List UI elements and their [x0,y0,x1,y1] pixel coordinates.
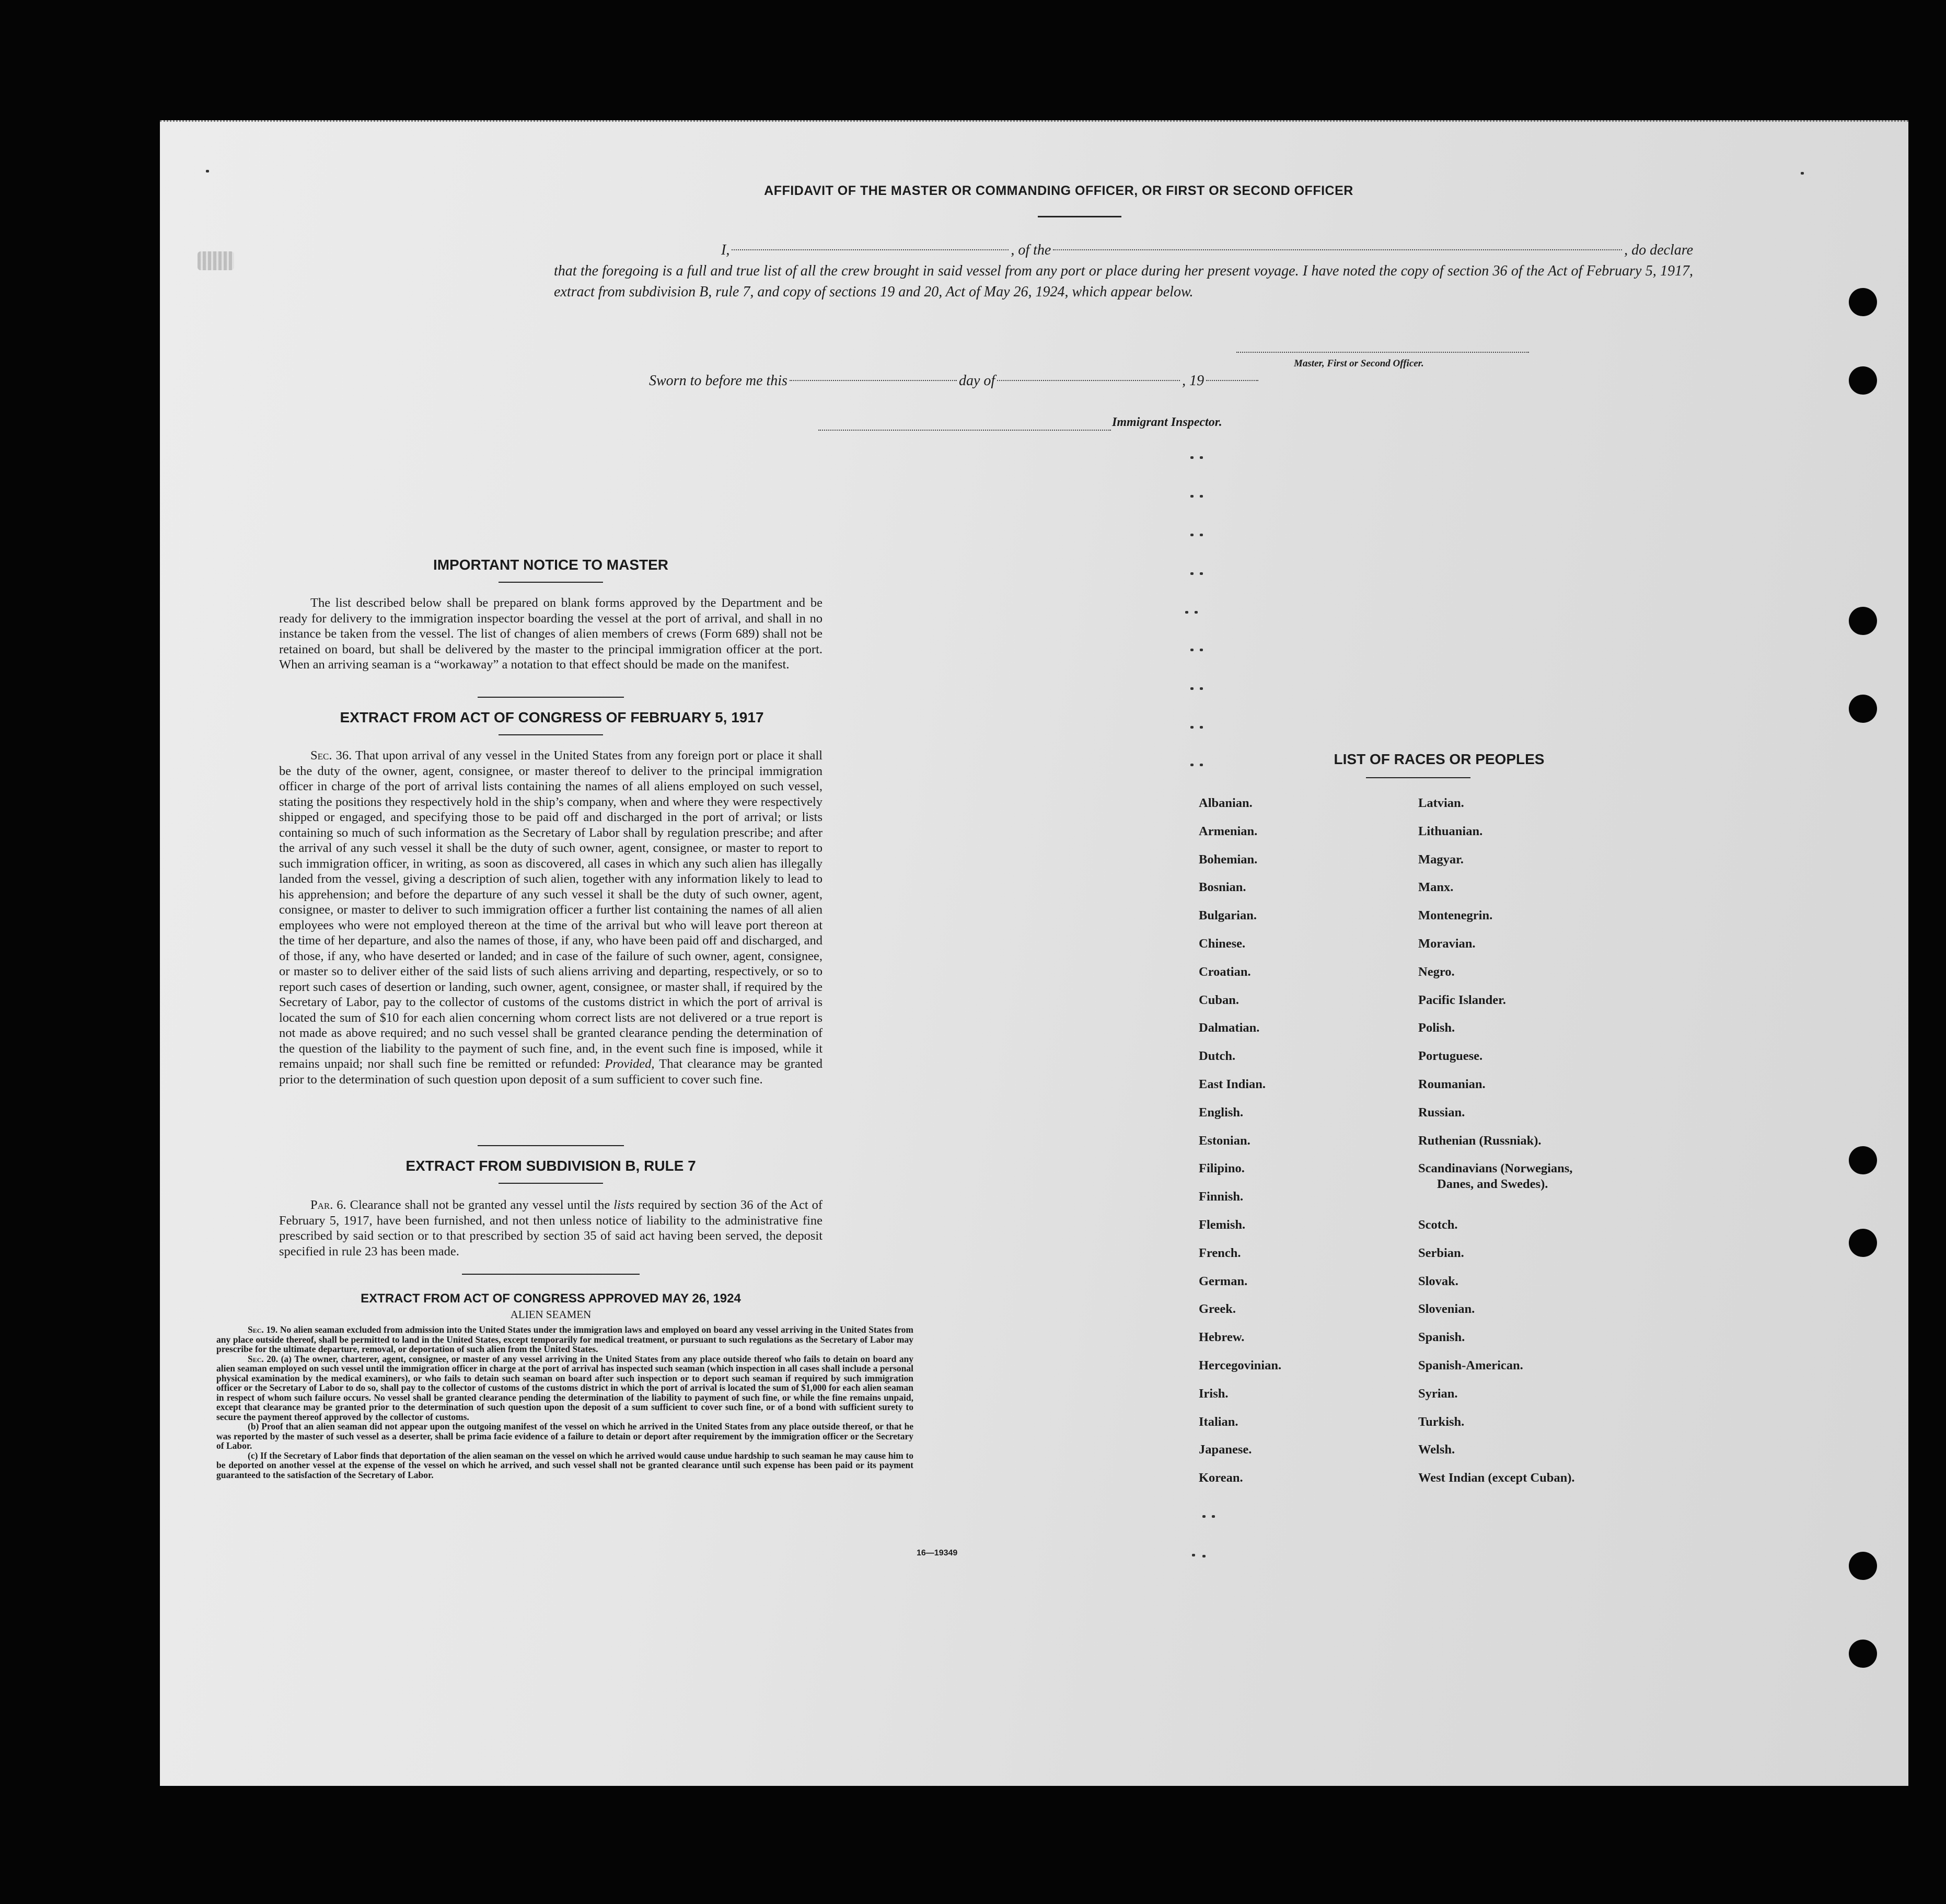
race-item-continuation: Danes, and Swedes). [1437,1177,1548,1192]
race-item: Scandinavians (Norwegians, [1418,1161,1573,1176]
race-item: Bosnian. [1199,880,1246,895]
race-item: Lithuanian. [1418,824,1483,838]
act1917-text-b: That clearance may be granted prior to the determination of such question upon deposit of a sum sufficient to cover such fine. [279,1057,823,1087]
race-item: Finnish. [1199,1190,1244,1204]
race-item: East Indian. [1199,1077,1266,1091]
race-item: Scotch. [1418,1218,1458,1232]
race-item: Montenegrin. [1418,908,1493,923]
race-item: Armenian. [1199,824,1258,838]
act1924-sec19-text: No alien seaman excluded from admission into the United States under the immigration laws and employed on board any vessel arriving in the United States from any place outside thereof, shall be permitted to land in the United States, except temporarily for medical treatment, or pursuant to such regulations as the Secretary of Labor may prescribe for the ultimate departure, removal, or deportation of such alien from the United States. [216,1324,913,1354]
race-item: Syrian. [1418,1386,1458,1401]
race-item: West Indian (except Cuban). [1418,1471,1575,1485]
races-list [160,122,1908,1786]
sworn-year-label: , 19 [1182,373,1204,389]
act1924-sec20a-text: (a) The owner, charterer, agent, consignee, or master of any vessel arriving in the United States from any place outside thereof who fails to detain on board any alien seaman employed on such vessel until the immigration officer in charge at the port of arrival has inspected such seaman (which inspection in all cases shall include a personal physical examination by the medical examiners), or who fails to detain such seaman on board after such inspection or to deport such seaman if required by such immigration officer or the Secretary of Labor to do so, shall pay to the collector of customs of the customs district in which the port of arrival is located the sum of $1,000 for each alien seaman in respect of whom such failure occurs. No vessel shall be granted clearance pending the determination of the liability to payment of such fine, or while the fine remains unpaid, except that clearance may be granted prior to the determination of such question upon the deposit of a sum sufficient to cover such fine, or of a bond with sufficient surety to secure the payment thereof approved by the collector of customs. [216,1353,913,1422]
race-item: Dalmatian. [1199,1021,1260,1035]
document-page [160,120,1908,1786]
affidavit-do-declare: , do declare [1624,242,1693,258]
race-item: Moravian. [1418,937,1476,951]
race-item: Slovak. [1418,1274,1458,1288]
race-item: Serbian. [1418,1245,1464,1260]
notice-title: IMPORTANT NOTICE TO MASTER [433,557,669,573]
race-item: Croatian. [1199,964,1251,979]
race-item: Spanish. [1418,1330,1465,1345]
race-item: Ruthenian (Russniak). [1418,1133,1542,1148]
race-item: French. [1199,1245,1241,1260]
race-item: Filipino. [1199,1161,1245,1176]
race-item: Roumanian. [1418,1077,1486,1091]
affidavit-title: AFFIDAVIT OF THE MASTER OR COMMANDING OFFICER, OR FIRST OR SECOND OFFICER [764,183,1353,198]
act1924-sec20b: (b) Proof that an alien seaman did not appear upon the outgoing manifest of the vessel on which he arrived in the United States from any place outside thereof, or that he was reported by the master of such vessel as a deserter, shall be prima facie evidence of a failure to detain or deport after requirement by the immigration officer or the Secretary of Labor. [216,1421,913,1451]
sworn-prefix: Sworn to before me this [649,373,787,389]
affidavit-i-label: I, [721,242,730,258]
race-item: Negro. [1418,964,1455,979]
race-item: German. [1199,1274,1248,1288]
act1917-provided: Provided, [605,1057,655,1071]
race-item: Chinese. [1199,937,1246,951]
rule7-lists: lists [613,1198,634,1212]
race-item: Irish. [1199,1386,1229,1401]
inspector-caption: Immigrant Inspector. [1112,416,1222,429]
race-item: Hebrew. [1199,1330,1245,1345]
race-item: Cuban. [1199,993,1239,1007]
act1917-title: EXTRACT FROM ACT OF CONGRESS OF FEBRUARY 5, 1917 [340,709,764,725]
race-item: Spanish-American. [1418,1358,1523,1372]
race-item: Latvian. [1418,796,1464,810]
race-item: Polish. [1418,1021,1455,1035]
act1917-sec-label: Sec. 36. [310,748,352,763]
act1924-sec20-label: Sec. 20. [248,1353,279,1364]
act1924-subtitle: ALIEN SEAMEN [510,1308,592,1321]
races-title: LIST OF RACES OR PEOPLES [1334,751,1545,767]
rule7-text-a: Clearance shall not be granted any vessel until the [350,1198,610,1212]
race-item: Bulgarian. [1199,908,1257,923]
rule7-text-b: required by section 36 of the Act of February 5, 1917, have been furnished, and not then unless notice of liability to the administrative fine prescribed by said section or to that prescribed by section 35 of said act having been served, the deposit specified in rule 23 has been made. [279,1198,823,1259]
race-item: Italian. [1199,1414,1238,1429]
race-item: Estonian. [1199,1133,1250,1148]
affidavit-of-the: , of the [1011,242,1051,258]
race-item: English. [1199,1105,1244,1120]
race-item: Bohemian. [1199,852,1258,867]
race-item: Russian. [1418,1105,1465,1120]
rule7-title: EXTRACT FROM SUBDIVISION B, RULE 7 [406,1158,696,1174]
signature-caption: Master, First or Second Officer. [1294,358,1424,369]
act1924-title: EXTRACT FROM ACT OF CONGRESS APPROVED MAY 26, 1924 [361,1291,741,1306]
race-item: Welsh. [1418,1443,1455,1457]
act1924-sec20c: (c) If the Secretary of Labor finds that deportation of the alien seaman on the vessel on which he arrived would cause undue hardship to such seaman he may cause him to be deported on another vessel at the expense of the vessel on which he arrived, and such vessel shall not be granted clearance until such expense has been paid or its payment guaranteed to the satisfaction of the Secretary of Labor. [216,1450,913,1480]
race-item: Portuguese. [1418,1049,1483,1064]
race-item: Greek. [1199,1302,1236,1317]
race-item: Dutch. [1199,1049,1236,1064]
act1917-text-a: That upon arrival of any vessel in the United States from any foreign port or place it shall be the duty of the owner, agent, consignee, or master thereof to deliver to the principal immigration officer in charge of the port of arrival lists containing the names of all aliens employed on such vessel, stating the positions they respectively hold in the ship’s company, when and where they were respectively shipped or engaged, and specifying those to be paid off and discharged in the port of arrival; or lists containing so much of such information as the Secretary of Labor shall by regulation prescribe; and after the arrival of any such vessel it shall be the duty of such owner, agent, consignee, or master to report to such immigration officer, in writing, as soon as discovered, all cases in which any such alien has illegally landed from the vessel, giving a description of such alien, together with any information likely to lead to his apprehension; and before the departure of any such vessel it shall be the duty of such owner, agent, consignee, or master to deliver to such immigration officer a further list containing the names of all alien employees who were not employed thereon at the time of the arrival but who will leave port thereon at the time of her departure, and also the names of those, if any, who have been paid off and discharged, and of those, if any, who have deserted or landed; and in case of the failure of such owner, agent, consignee, or master so to deliver either of the said lists of such aliens arriving and departing, respectively, or so to report such cases of desertion or landing, such owner, agent, consignee, or master shall, if required by the Secretary of Labor, pay to the collector of customs of the customs district in which the port of arrival is located the sum of $10 for each alien concerning whom correct lists are not delivered or a true report is not made as above required; and no such vessel shall be granted clearance pending the determination of the question of the liability to the payment of such fine, and, in the event such fine is imposed, while it remains unpaid; nor shall such fine be remitted or refunded: [279,748,823,1071]
race-item: Korean. [1199,1471,1243,1485]
rule7-par-label: Par. 6. [310,1198,346,1212]
sworn-day-label: day of [958,373,995,389]
notice-text: The list described below shall be prepared on blank forms approved by the Department and be ready for delivery to the immigration inspector boarding the vessel at the port of arrival, and shall in no instance be taken from the vessel. The list of changes of alien members of crews (Form 689) shall not be retained on board, but shall be delivered by the master to the principal immigration officer at the port. When an arriving seaman is a “workaway” a notation to that effect should be made on the manifest. [279,596,823,672]
race-item: Albanian. [1199,796,1253,810]
race-item: Hercegovinian. [1199,1358,1282,1372]
race-item: Pacific Islander. [1418,993,1506,1007]
act1924-sec19-label: Sec. 19. [248,1324,278,1335]
form-number: 16—19349 [917,1549,958,1557]
race-item: Japanese. [1199,1443,1252,1457]
race-item: Slovenian. [1418,1302,1475,1317]
race-item: Manx. [1418,880,1454,895]
race-item: Turkish. [1418,1414,1465,1429]
race-item: Flemish. [1199,1218,1246,1232]
affidavit-text: that the foregoing is a full and true list of all the crew brought in said vessel from any port or place during her present voyage. I have noted the copy of section 36 of the Act of February 5, 1917, extract from subdivision B, rule 7, and copy of sections 19 and 20, Act of May 26, 1924, which appear below. [554,263,1693,300]
race-item: Magyar. [1418,852,1464,867]
